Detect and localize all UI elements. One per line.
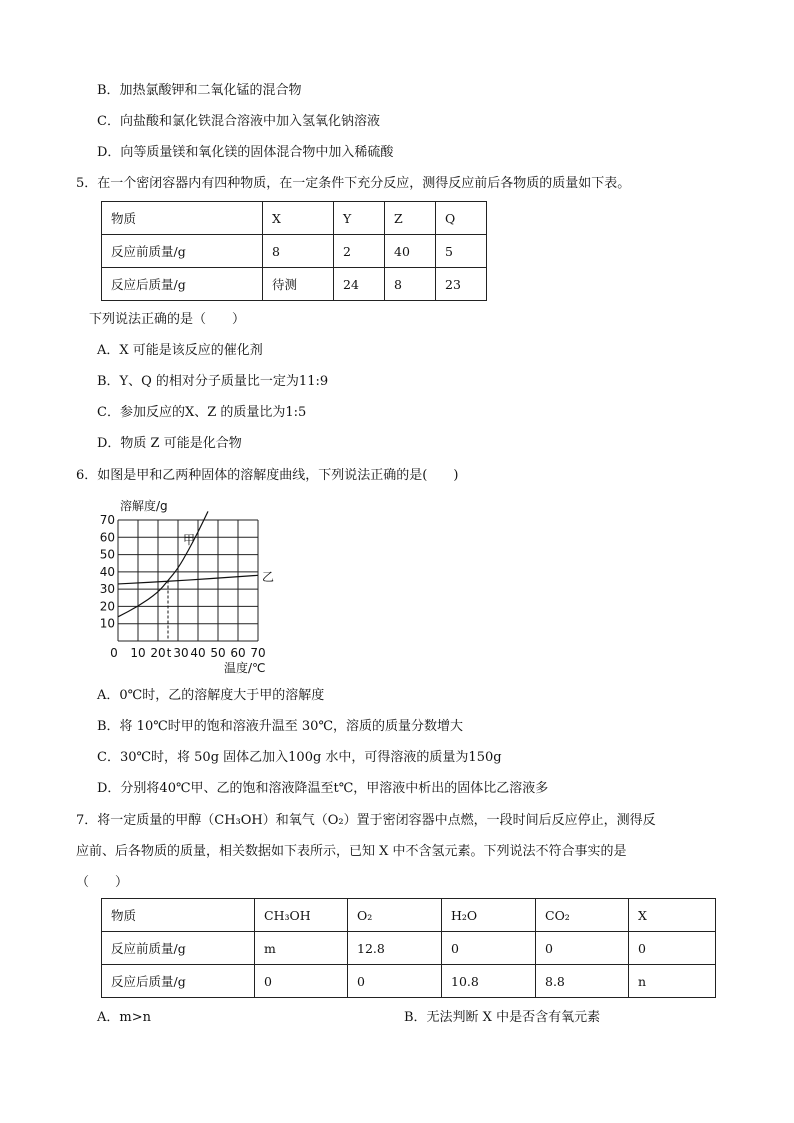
table-row — [102, 965, 716, 998]
y-tick-label: 50 — [99, 547, 115, 562]
series-line-乙 — [118, 575, 258, 584]
table-cell: 反应前质量/g — [102, 932, 255, 965]
table-cell: X — [263, 202, 334, 235]
q6-stem: 6．如图是甲和乙两种固体的溶解度曲线，下列说法正确的是( ) — [76, 468, 459, 483]
table-cell: 0 — [442, 932, 536, 965]
x-tick-label: 60 — [230, 646, 246, 660]
table-cell: 物质 — [102, 899, 255, 932]
table-cell: H₂O — [442, 899, 536, 932]
table-cell: 物质 — [102, 202, 263, 235]
series-label: 乙 — [262, 570, 275, 585]
q5-table — [101, 201, 487, 301]
q5-stem: 5．在一个密闭容器内有四种物质，在一定条件下充分反应，测得反应前后各物质的质量如下表。 — [76, 176, 631, 191]
x-tick-label: t — [166, 646, 172, 660]
q5-prompt: 下列说法正确的是（ ） — [89, 312, 246, 327]
series-line-甲 — [118, 511, 208, 616]
chart-x-label: 温度/℃ — [224, 661, 266, 675]
x-tick-label: 10 — [130, 646, 146, 660]
table-cell: 24 — [334, 268, 385, 301]
y-tick-label: 40 — [99, 564, 115, 579]
table-cell: m — [255, 932, 348, 965]
q4-option-b: B．加热氯酸钾和二氧化锰的混合物 — [97, 83, 302, 98]
q5-option-d: D．物质 Z 可能是化合物 — [97, 436, 242, 451]
q5-option-a: A．X 可能是该反应的催化剂 — [97, 343, 263, 358]
table-cell: CH₃OH — [255, 899, 348, 932]
table-row — [102, 202, 487, 235]
x-tick-label: 50 — [210, 646, 226, 660]
q7-option-a: A．m>n — [97, 1010, 151, 1025]
y-tick-label: 60 — [99, 530, 115, 545]
table-cell: 反应前质量/g — [102, 235, 263, 268]
table-cell: n — [629, 965, 716, 998]
table-cell: O₂ — [348, 899, 442, 932]
q7-option-b: B．无法判断 X 中是否含有氧元素 — [404, 1010, 601, 1025]
q6-option-c: C．30℃时，将 50g 固体乙加入100g 水中，可得溶液的质量为150g — [97, 750, 502, 765]
table-row — [102, 932, 716, 965]
table-cell: 0 — [255, 965, 348, 998]
table-cell: Z — [385, 202, 436, 235]
solubility-chart — [96, 496, 296, 678]
table-cell: 反应后质量/g — [102, 965, 255, 998]
x-tick-label: 20 — [150, 646, 166, 660]
table-cell: 0 — [536, 932, 629, 965]
table-cell: X — [629, 899, 716, 932]
table-row — [102, 235, 487, 268]
table-cell: Y — [334, 202, 385, 235]
table-cell: CO₂ — [536, 899, 629, 932]
table-cell: 5 — [436, 235, 487, 268]
q6-option-a: A．0℃时，乙的溶解度大于甲的溶解度 — [97, 688, 325, 703]
chart-curves — [118, 511, 274, 641]
x-tick-label: 30 — [173, 646, 189, 660]
q7-stem-line1: 7．将一定质量的甲醇（CH₃OH）和氧气（O₂）置于密闭容器中点燃，一段时间后反应停止，测得反 — [76, 813, 656, 828]
q4-option-d: D．向等质量镁和氧化镁的固体混合物中加入稀硫酸 — [97, 145, 394, 160]
table-cell: 2 — [334, 235, 385, 268]
table-cell: 0 — [348, 965, 442, 998]
x-tick-label: 70 — [250, 646, 266, 660]
table-cell: 待测 — [263, 268, 334, 301]
table-row — [102, 899, 716, 932]
table-cell: Q — [436, 202, 487, 235]
x-tick-label: 40 — [190, 646, 206, 660]
q4-option-c: C．向盐酸和氯化铁混合溶液中加入氢氧化钠溶液 — [97, 114, 380, 129]
q7-table — [101, 898, 716, 998]
q7-stem-line2: 应前、后各物质的质量，相关数据如下表所示，已知 X 中不含氢元素。下列说法不符合事实的是 — [76, 844, 627, 859]
q5-option-c: C．参加反应的X、Z 的质量比为1:5 — [97, 405, 307, 420]
table-cell: 23 — [436, 268, 487, 301]
table-cell: 0 — [629, 932, 716, 965]
table-row — [102, 268, 487, 301]
y-tick-label: 20 — [99, 599, 115, 614]
table-cell: 8 — [263, 235, 334, 268]
series-label: 甲 — [183, 533, 196, 548]
y-tick-label: 70 — [99, 513, 115, 527]
table-cell: 12.8 — [348, 932, 442, 965]
q6-option-d: D．分别将40℃甲、乙的饱和溶液降温至t℃，甲溶液中析出的固体比乙溶液多 — [97, 781, 549, 796]
table-cell: 10.8 — [442, 965, 536, 998]
x-tick-label: 0 — [110, 646, 118, 660]
table-cell: 8.8 — [536, 965, 629, 998]
table-cell: 40 — [385, 235, 436, 268]
q5-option-b: B．Y、Q 的相对分子质量比一定为11:9 — [97, 374, 329, 389]
y-tick-label: 30 — [99, 582, 115, 597]
table-cell: 反应后质量/g — [102, 268, 263, 301]
q6-option-b: B．将 10℃时甲的饱和溶液升温至 30℃，溶质的质量分数增大 — [97, 719, 463, 734]
chart-y-label: 溶解度/g — [120, 499, 168, 513]
y-tick-label: 10 — [99, 616, 115, 631]
q7-stem-line3: （ ） — [76, 875, 129, 890]
table-cell: 8 — [385, 268, 436, 301]
